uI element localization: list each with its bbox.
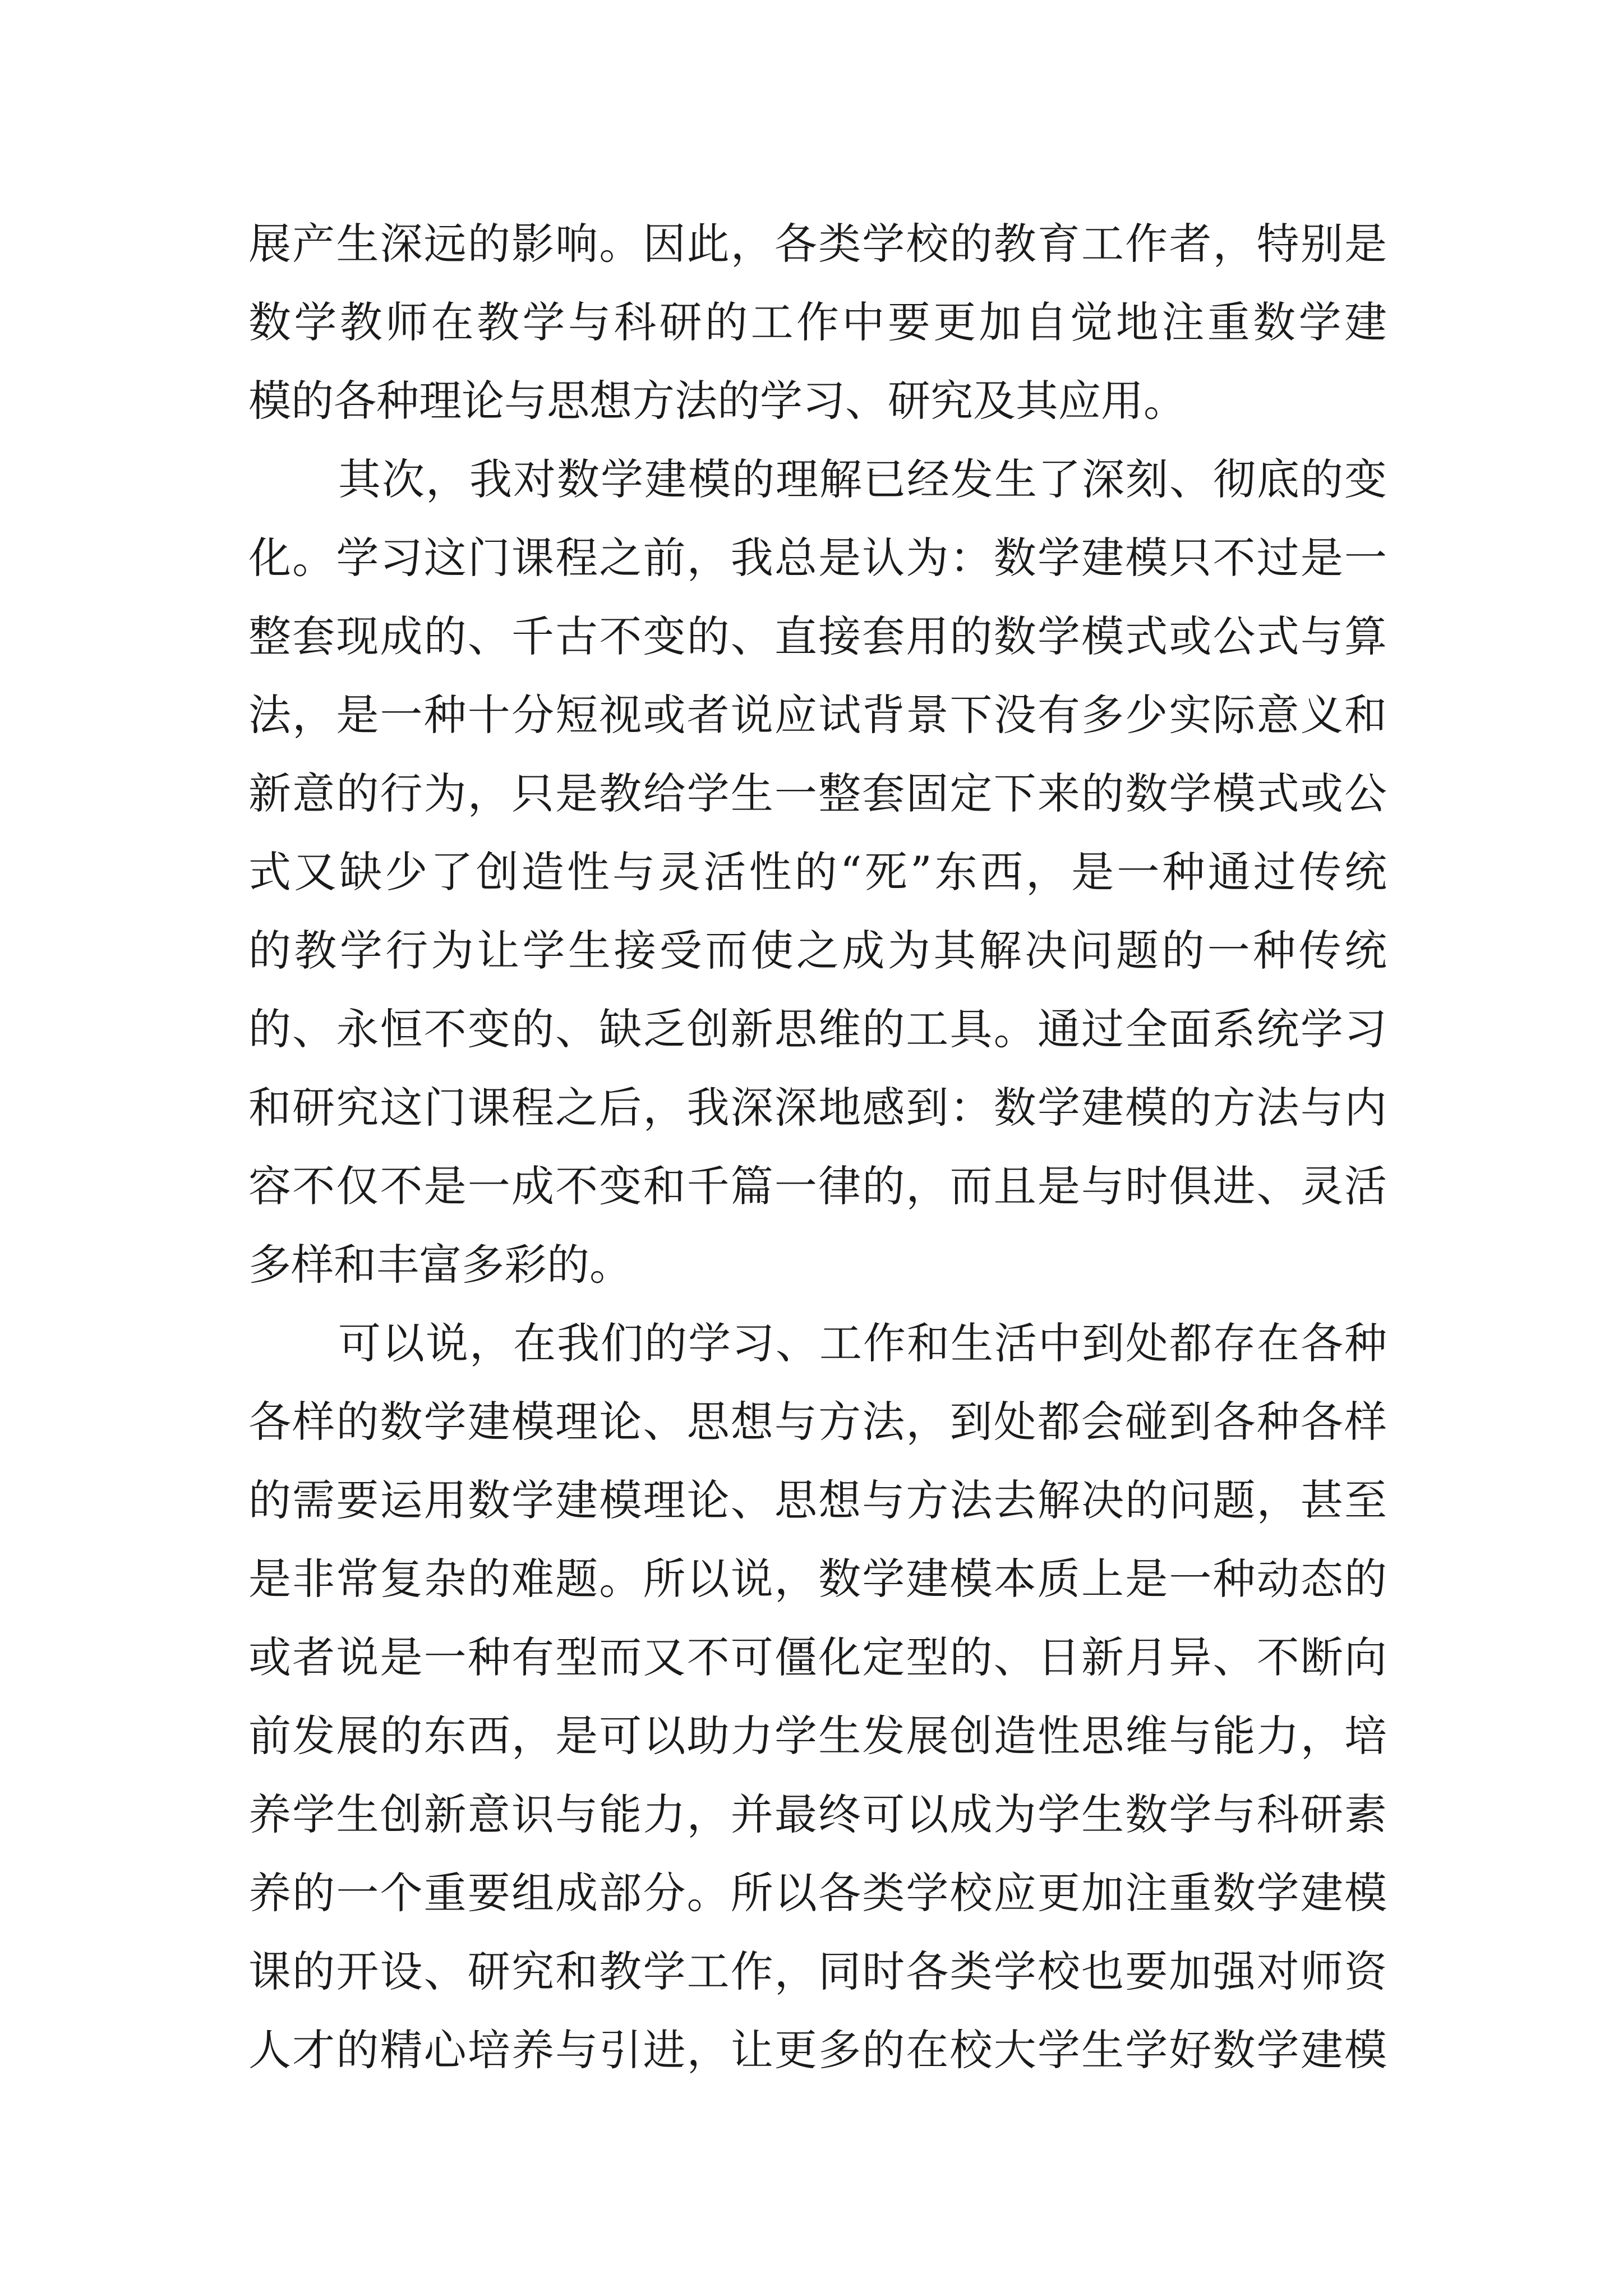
text-line: 容不仅不是一成不变和千篇一律的，而且是与时俱进、灵活 — [248, 1161, 1387, 1211]
text-line: 多样和丰富多彩的。 — [248, 1240, 632, 1290]
text-line: 式又缺少了创造性与灵活性的“死”东西，是一种通过传统 — [248, 847, 1387, 897]
text-line: 展产生深远的影响。因此，各类学校的教育工作者，特别是 — [248, 219, 1387, 269]
text-line: 前发展的东西，是可以助力学生发展创造性思维与能力，培 — [248, 1711, 1387, 1761]
text-line: 其次，我对数学建模的理解已经发生了深刻、彻底的变 — [338, 454, 1387, 504]
text-line: 的需要运用数学建模理论、思想与方法去解决的问题，甚至 — [248, 1475, 1387, 1525]
text-line: 和研究这门课程之后，我深深地感到：数学建模的方法与内 — [248, 1083, 1387, 1133]
text-line: 新意的行为，只是教给学生一整套固定下来的数学模式或公 — [248, 769, 1387, 818]
text-line: 养的一个重要组成部分。所以各类学校应更加注重数学建模 — [248, 1868, 1387, 1918]
text-line: 化。学习这门课程之前，我总是认为：数学建模只不过是一 — [248, 533, 1387, 583]
text-line: 数学教师在教学与科研的工作中要更加自觉地注重数学建 — [248, 297, 1387, 347]
paragraph — [248, 440, 1387, 1304]
paragraph — [248, 1304, 1387, 2090]
text-line: 的教学行为让学生接受而使之成为其解决问题的一种传统 — [248, 926, 1387, 976]
text-line: 或者说是一种有型而又不可僵化定型的、日新月异、不断向 — [248, 1632, 1387, 1682]
text-line: 人才的精心培养与引进，让更多的在校大学生学好数学建模 — [248, 2025, 1387, 2075]
text-line: 整套现成的、千古不变的、直接套用的数学模式或公式与算 — [248, 611, 1387, 661]
paragraph — [248, 205, 1387, 440]
text-line: 各样的数学建模理论、思想与方法，到处都会碰到各种各样 — [248, 1397, 1387, 1447]
text-line: 可以说，在我们的学习、工作和生活中到处都存在各种 — [338, 1318, 1387, 1368]
body-text — [248, 205, 1387, 2090]
text-line: 养学生创新意识与能力，并最终可以成为学生数学与科研素 — [248, 1789, 1387, 1839]
text-line: 是非常复杂的难题。所以说，数学建模本质上是一种动态的 — [248, 1554, 1387, 1604]
text-line: 法，是一种十分短视或者说应试背景下没有多少实际意义和 — [248, 690, 1387, 740]
text-line: 课的开设、研究和教学工作，同时各类学校也要加强对师资 — [248, 1947, 1387, 1996]
text-line: 的、永恒不变的、缺乏创新思维的工具。通过全面系统学习 — [248, 1004, 1387, 1054]
text-line: 模的各种理论与思想方法的学习、研究及其应用。 — [248, 376, 1186, 426]
